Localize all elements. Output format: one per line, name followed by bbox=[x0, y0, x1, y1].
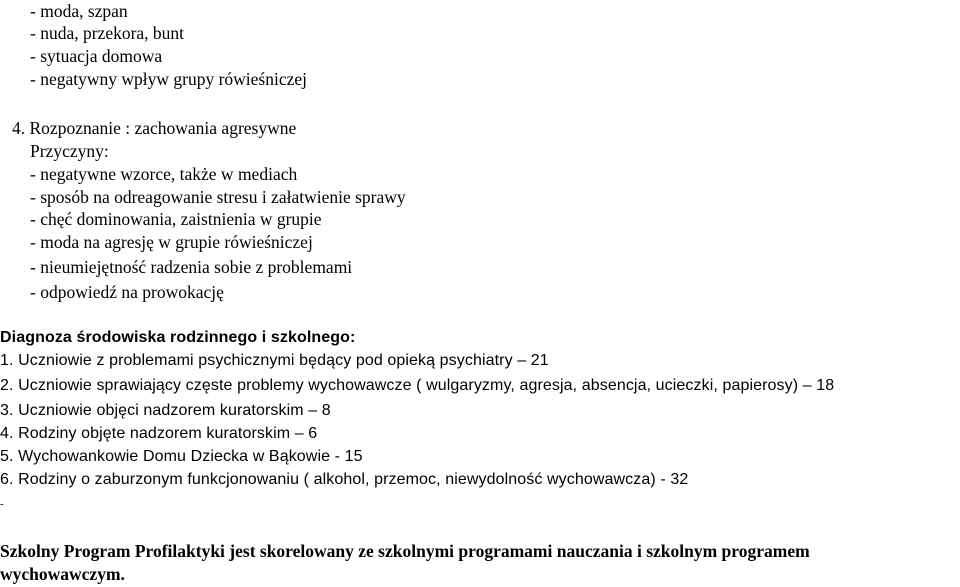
diagnosis-item: 4. Rodziny objęte nadzorem kuratorskim – 6 bbox=[0, 425, 318, 442]
stray-mark: - bbox=[0, 498, 4, 510]
closing-line: Szkolny Program Profilaktyki jest skorelowany ze szkolnymi programami nauczania i szkolnym programem bbox=[0, 541, 810, 561]
diagnosis-item: 2. Uczniowie sprawiający częste problemy wychowawcze ( wulgaryzmy, agresja, absencja, ucieczki, papierosy) – 18 bbox=[0, 377, 835, 394]
closing-line: wychowawczym. bbox=[0, 564, 125, 584]
diagnosis-item: 6. Rodziny o zaburzonym funkcjonowaniu ( alkohol, przemoc, niewydolność wychowawcza) - 32 bbox=[0, 471, 689, 488]
cause-item: - sytuacja domowa bbox=[30, 46, 163, 66]
cause-item: - sposób na odreagowanie stresu i załatwienie sprawy bbox=[30, 187, 406, 207]
cause-item: - odpowiedź na prowokację bbox=[30, 282, 224, 302]
diagnosis-heading: Diagnoza środowiska rodzinnego i szkolnego: bbox=[0, 329, 356, 346]
diagnosis-item: 1. Uczniowie z problemami psychicznymi będący pod opieką psychiatry – 21 bbox=[0, 352, 549, 369]
cause-item: - moda, szpan bbox=[30, 1, 128, 21]
cause-item: - moda na agresję w grupie rówieśniczej bbox=[30, 232, 313, 252]
diagnosis-item: 3. Uczniowie objęci nadzorem kuratorskim – 8 bbox=[0, 402, 331, 419]
cause-item: - nuda, przekora, bunt bbox=[30, 23, 185, 43]
cause-item: - negatywny wpływ grupy rówieśniczej bbox=[30, 69, 308, 89]
cause-item: - negatywne wzorce, także w mediach bbox=[30, 164, 298, 184]
diagnosis-item: 5. Wychowankowie Domu Dziecka w Bąkowie - 15 bbox=[0, 448, 363, 465]
causes-label: Przyczyny: bbox=[30, 141, 109, 161]
section-heading: 4. Rozpoznanie : zachowania agresywne bbox=[12, 118, 297, 138]
cause-item: - chęć dominowania, zaistnienia w grupie bbox=[30, 209, 322, 229]
cause-item: - nieumiejętność radzenia sobie z problemami bbox=[30, 257, 353, 277]
